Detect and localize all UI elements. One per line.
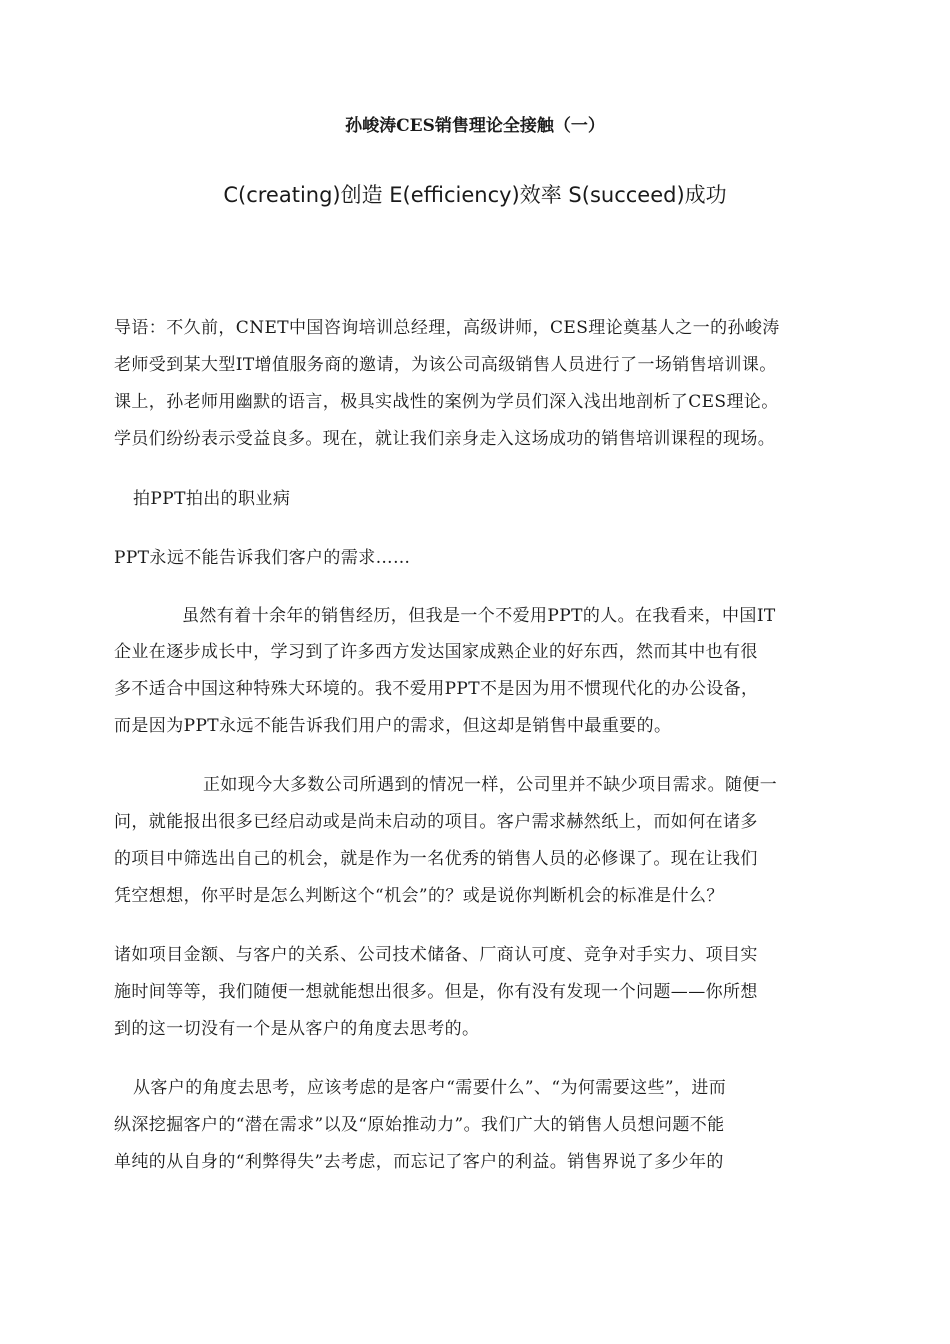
section-subheading: PPT永远不能告诉我们客户的需求……: [114, 548, 411, 568]
text-line: 问，就能报出很多已经启动或是尚未启动的项目。客户需求赫然纸上，而如何在诸多: [114, 812, 758, 832]
text-line: 单纯的从自身的“利弊得失”去考虑，而忘记了客户的利益。销售界说了多少年的: [114, 1152, 724, 1172]
text-line: 导语：不久前，CNET中国咨询培训总经理，高级讲师，CES理论奠基人之一的孙峻涛: [114, 318, 780, 338]
text-line: 到的这一切没有一个是从客户的角度去思考的。: [114, 1019, 480, 1039]
text-line: 课上，孙老师用幽默的语言，极具实战性的案例为学员们深入浅出地剖析了CES理论。: [114, 392, 779, 412]
text-line: 施时间等等，我们随便一想就能想出很多。但是，你有没有发现一个问题——你所想: [114, 982, 758, 1002]
document-title: 孙峻涛CES销售理论全接触（一）: [345, 116, 605, 136]
text-line: 从客户的角度去思考，应该考虑的是客户“需要什么”、“为何需要这些”，进而: [133, 1078, 727, 1098]
text-line: 而是因为PPT永远不能告诉我们用户的需求，但这却是销售中最重要的。: [114, 716, 672, 736]
text-line: 凭空想想，你平时是怎么判断这个“机会”的？或是说你判断机会的标准是什么？: [114, 886, 724, 906]
text-line: 老师受到某大型IT增值服务商的邀请，为该公司高级销售人员进行了一场销售培训课。: [114, 355, 777, 375]
text-line: 学员们纷纷表示受益良多。现在，就让我们亲身走入这场成功的销售培训课程的现场。: [114, 429, 776, 449]
text-line: 正如现今大多数公司所遇到的情况一样，公司里并不缺少项目需求。随便一: [203, 775, 778, 795]
text-line: 的项目中筛选出自己的机会，就是作为一名优秀的销售人员的必修课了。现在让我们: [114, 849, 758, 869]
text-line: 诸如项目金额、与客户的关系、公司技术储备、厂商认可度、竞争对手实力、项目实: [114, 945, 758, 965]
text-line: 企业在逐步成长中，学习到了许多西方发达国家成熟企业的好东西，然而其中也有很: [114, 642, 758, 662]
section-heading: 拍PPT拍出的职业病: [133, 489, 291, 509]
document-subtitle: C(creating)创造 E(efficiency)效率 S(succeed)成功: [223, 183, 727, 207]
text-line: 多不适合中国这种特殊大环境的。我不爱用PPT不是因为用不惯现代化的办公设备，: [114, 679, 759, 699]
text-line: 虽然有着十余年的销售经历，但我是一个不爱用PPT的人。在我看来，中国IT: [182, 606, 776, 626]
text-line: 纵深挖掘客户的“潜在需求”以及“原始推动力”。我们广大的销售人员想问题不能: [114, 1115, 725, 1135]
